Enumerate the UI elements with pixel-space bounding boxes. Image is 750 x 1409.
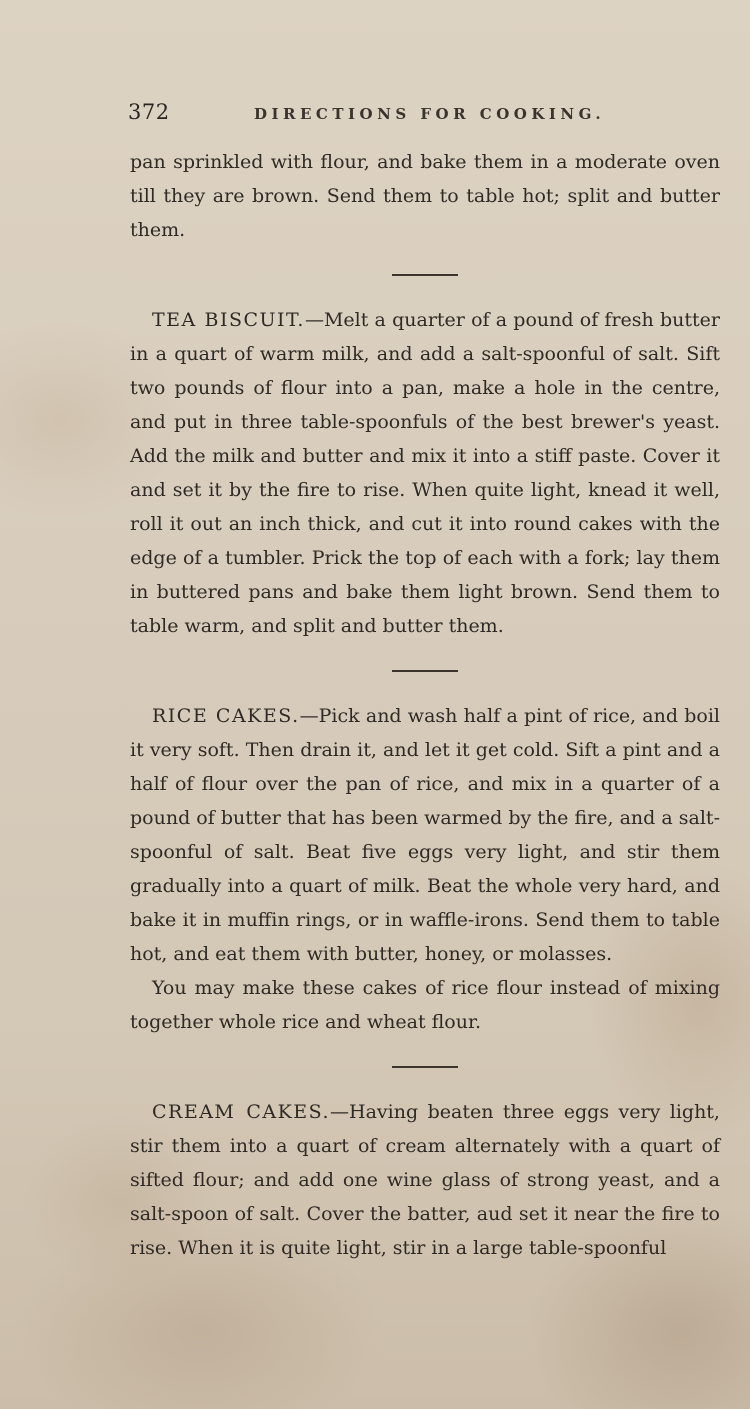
page-header xyxy=(128,100,718,130)
recipe-text: —Melt a quarter of a pound of fresh butter in a quart of warm milk, and add a salt-spoonful of salt. Sift two pounds of flour into a pan, make a hole in the centre, and put in three table-spoonfuls of the best brewer's yeast. Add the milk and butter and mix it into a stiff paste. Cover it and set it by the fire to rise. When quite light, knead it well, roll it out an inch thick, and cut it into round cakes with the edge of a tumbler. Prick the top of each with a fork; lay them in buttered pans and bake them light brown. Send them to table warm, and split and butter them. xyxy=(130,309,720,637)
recipe-text: —Having beaten three eggs very light, stir them into a quart of cream alternately with a quart of sifted flour; and add one wine glass of strong yeast, and a salt-spoon of salt. Cover the batter, aud set it near the fire to rise. When it is quite light, stir in a large table-spoonful xyxy=(130,1101,720,1259)
page-number: 372 xyxy=(128,100,170,124)
body-text xyxy=(130,145,720,1265)
section-divider xyxy=(392,274,458,276)
recipe-note-paragraph: You may make these cakes of rice flour instead of mixing together whole rice and wheat flour. xyxy=(130,977,720,1033)
section-divider xyxy=(392,670,458,672)
recipe-paragraph xyxy=(130,303,720,643)
recipe-title-tea-biscuit: TEA BISCUIT. xyxy=(152,309,305,331)
recipe-title-rice-cakes: RICE CAKES. xyxy=(152,705,300,727)
recipe-title-cream-cakes: CREAM CAKES. xyxy=(152,1101,331,1123)
running-head: DIRECTIONS FOR COOKING. xyxy=(254,105,606,123)
section-divider xyxy=(392,1066,458,1068)
recipe-text: —Pick and wash half a pint of rice, and boil it very soft. Then drain it, and let it get cold. Sift a pint and a half of flour over the pan of rice, and mix in a quarter of a pound of butter that has been warmed by the fire, and a salt-spoonful of salt. Beat five eggs very light, and stir them gradually into a quart of milk. Beat the whole very hard, and bake it in muffin rings, or in waffle-irons. Send them to table hot, and eat them with butter, honey, or molasses. xyxy=(130,705,720,965)
continuation-paragraph: pan sprinkled with flour, and bake them in a moderate oven till they are brown. Send them to table hot; split and butter them. xyxy=(130,151,720,241)
recipe-paragraph xyxy=(130,699,720,971)
recipe-paragraph xyxy=(130,1095,720,1265)
